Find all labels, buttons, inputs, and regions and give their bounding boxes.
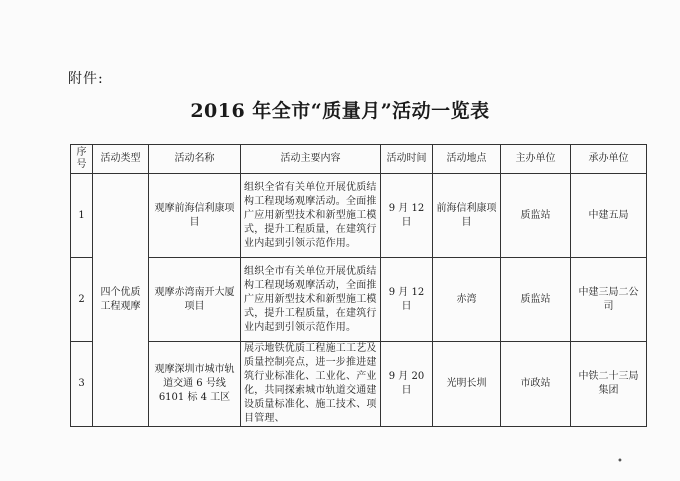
- row-name: 观摩前海信利康项目: [149, 174, 241, 258]
- attachment-label: 附件:: [68, 71, 104, 87]
- table-row: [71, 258, 647, 342]
- activity-table: [70, 144, 647, 427]
- row-seq: 3: [71, 342, 93, 427]
- row-content: 组织全省有关单位开展优质结构工程现场观摩活动。全面推广应用新型技术和新型施工模式，提升工程质量，在建筑行业内起到引领示范作用。: [241, 174, 381, 258]
- row-name: 观摩深圳市城市轨道交通 6 号线 6101 标 4 工区: [149, 342, 241, 427]
- row-organizer: 中铁二十三局集团: [571, 342, 647, 427]
- row-content: 组织全市有关单位开展优质结构工程现场观摩活动，全面推广应用新型技术和新型施工模式，提升工程质量，在建筑行业内起到引领示范作用。: [241, 258, 381, 342]
- row-organizer: 中建五局: [571, 174, 647, 258]
- row-place: 赤湾: [433, 258, 501, 342]
- header-organizer: 承办单位: [571, 145, 647, 174]
- row-place: 光明长圳: [433, 342, 501, 427]
- header-place: 活动地点: [433, 145, 501, 174]
- header-host: 主办单位: [501, 145, 571, 174]
- header-content: 活动主要内容: [241, 145, 381, 174]
- row-seq: 2: [71, 258, 93, 342]
- header-seq: 序号: [71, 145, 93, 174]
- row-time: 9 月 12 日: [381, 174, 433, 258]
- header-name: 活动名称: [149, 145, 241, 174]
- row-place: 前海信利康项目: [433, 174, 501, 258]
- table-row: [71, 342, 647, 427]
- row-organizer: 中建三局二公司: [571, 258, 647, 342]
- header-type: 活动类型: [93, 145, 149, 174]
- row-host: 质监站: [501, 258, 571, 342]
- row-content: 展示地铁优质工程施工工艺及质量控制亮点，进一步推进建筑行业标准化、工业化、产业化，共同探索城市轨道交通建设质量标准化、施工技术、项目管理、: [241, 342, 381, 427]
- page-mark-dot: •: [617, 456, 623, 467]
- row-seq: 1: [71, 174, 93, 258]
- row-time: 9 月 12 日: [381, 258, 433, 342]
- row-host: 质监站: [501, 174, 571, 258]
- table-row: [71, 174, 647, 258]
- document-title: 2016 年全市“质量月”活动一览表: [190, 100, 490, 122]
- row-host: 市政站: [501, 342, 571, 427]
- row-name: 观摩赤湾南开大厦项目: [149, 258, 241, 342]
- header-time: 活动时间: [381, 145, 433, 174]
- row-time: 9 月 20 日: [381, 342, 433, 427]
- header-row: [71, 145, 647, 174]
- activity-type-cell: 四个优质工程观摩: [93, 174, 149, 427]
